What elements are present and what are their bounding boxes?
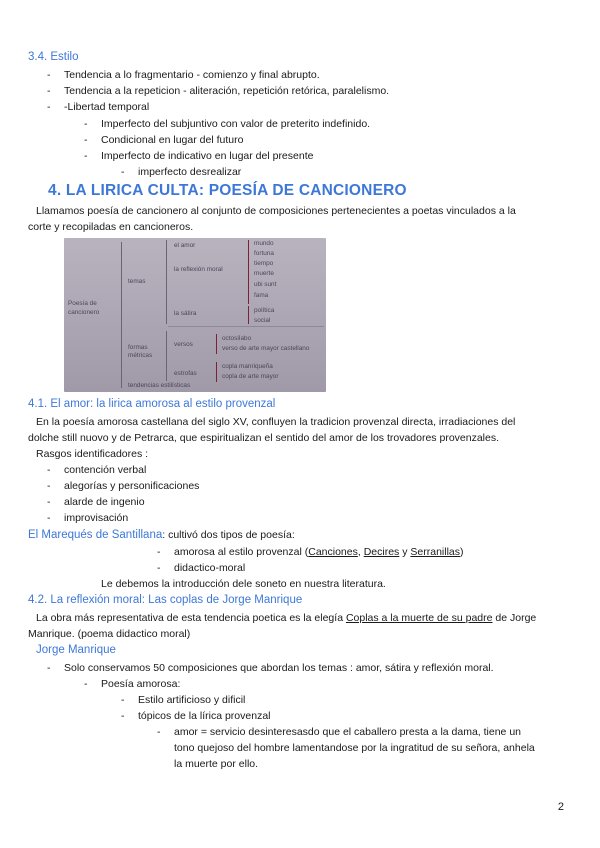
diagram-topic: política: [254, 307, 275, 314]
list-item: amor = servicio desinteresasdo que el caballero presta a la dama, tiene un: [174, 726, 521, 738]
list-dash: -: [47, 662, 51, 674]
list-dash: -: [47, 496, 51, 508]
list-item: Tendencia a lo fragmentario - comienzo y final abrupto.: [64, 69, 320, 81]
diagram-bracket-red: [248, 240, 249, 304]
list-dash: -: [84, 118, 88, 130]
rasgos-label: Rasgos identificadores :: [36, 448, 149, 460]
paragraph-line: Manrique. (poema didactico moral): [28, 628, 191, 640]
diagram-topic: ubi sunt: [254, 281, 277, 288]
diagram-topic: muerte: [254, 270, 274, 277]
diagram-stanza-type: copla manriqueña: [222, 363, 273, 370]
link-serranillas: Serranillas: [410, 546, 460, 558]
paragraph-line: [36, 612, 536, 625]
diagram-label-tendencias: tendencias estilísticas: [128, 382, 191, 389]
list-item: -Libertad temporal: [64, 101, 150, 113]
diagram-divider: [168, 326, 324, 327]
diagram-topic: tiempo: [254, 260, 274, 267]
diagram-bracket: [166, 331, 167, 381]
link-decires: Decires: [363, 546, 400, 558]
list-item: [174, 546, 464, 559]
list-item: imperfecto desrealizar: [138, 166, 242, 178]
diagram-topic: fama: [254, 292, 269, 299]
paragraph-line: corte y recopiladas en cancioneros.: [28, 221, 194, 233]
tipo1-sep: y: [399, 546, 411, 558]
diagram-label-satira: la sátira: [174, 310, 197, 317]
paragraph-line: Llamamos poesía de cancionero al conjunto de composiciones pertenecientes a poetas vinculados a la: [36, 205, 516, 217]
list-dash: -: [157, 546, 161, 558]
list-dash: -: [84, 150, 88, 162]
list-item: tópicos de la lírica provenzal: [138, 710, 271, 722]
list-dash: -: [121, 710, 125, 722]
list-dash: -: [47, 101, 51, 113]
list-item: alegorías y personificaciones: [64, 480, 200, 492]
list-dash: -: [157, 562, 161, 574]
diagram-label-versos: versos: [174, 341, 193, 348]
list-dash: -: [84, 134, 88, 146]
list-dash: -: [47, 69, 51, 81]
author-heading-manrique: Jorge Manrique: [36, 644, 116, 656]
soneto-line: Le debemos la introducción dele soneto en nuestra literatura.: [101, 578, 386, 590]
section-heading-estilo: 3.4. Estilo: [28, 51, 79, 63]
list-item: Estilo artificioso y dificil: [138, 694, 246, 706]
section-heading-lirica-culta: 4. LA LIRICA CULTA: POESÍA DE CANCIONERO: [48, 182, 407, 199]
list-dash: -: [47, 512, 51, 524]
list-dash: -: [121, 166, 125, 178]
diagram-stanza-type: copla de arte mayor: [222, 373, 279, 380]
list-item: didactico-moral: [174, 562, 246, 574]
list-dash: -: [47, 85, 51, 97]
diagram-root-label: cancionero: [68, 309, 100, 316]
cancionero-diagram-photo: [64, 238, 326, 392]
santillana-text: : cultivó dos tipos de poesía:: [162, 529, 295, 541]
page-number: 2: [557, 801, 564, 813]
diagram-label-amor: el amor: [174, 242, 196, 249]
diagram-label-formas: formas: [128, 344, 148, 351]
diagram-label-temas: temas: [128, 278, 146, 285]
list-item: improvisación: [64, 512, 129, 524]
list-dash: -: [157, 726, 161, 738]
paragraph-line: dolche still nuovo y de Petrarca, que espiritualizan el sentido del amor de los trovadores provenzales.: [28, 432, 500, 444]
tipo1-suffix: ): [460, 546, 464, 558]
list-dash: -: [47, 480, 51, 492]
diagram-root-label: Poesía de: [68, 300, 97, 307]
author-name-santillana: El Marequés de Santillana: [28, 529, 163, 541]
list-item: contención verbal: [64, 464, 147, 476]
diagram-topic: social: [254, 317, 271, 324]
list-dash: -: [121, 694, 125, 706]
link-canciones: Canciones: [308, 546, 358, 558]
diagram-label-estrofas: estrofas: [174, 370, 197, 377]
diagram-label-reflexion: la reflexión moral: [174, 266, 223, 273]
para-suffix: de Jorge: [492, 612, 537, 624]
diagram-label-formas: métricas: [128, 352, 153, 359]
diagram-verse-type: verso de arte mayor castellano: [222, 345, 310, 352]
list-item: alarde de ingenio: [64, 496, 145, 508]
list-item: Imperfecto de indicativo en lugar del presente: [101, 150, 314, 162]
diagram-topic: fortuna: [254, 250, 274, 257]
list-item: Poesía amorosa:: [101, 678, 181, 690]
diagram-bracket-red: [248, 306, 249, 324]
link-coplas: Coplas a la muerte de su padre: [345, 612, 493, 624]
list-dash: -: [84, 678, 88, 690]
santillana-line: [28, 529, 295, 542]
diagram-bracket: [121, 242, 122, 388]
list-item: Condicional en lugar del futuro: [101, 134, 244, 146]
diagram-topic: mundo: [254, 240, 274, 247]
diagram-bracket: [166, 240, 167, 324]
section-heading-reflexion: 4.2. La reflexión moral: Las coplas de Jorge Manrique: [28, 594, 303, 606]
paragraph-line: En la poesía amorosa castellana del siglo XV, confluyen la tradicion provenzal directa, irradiaciones del: [36, 416, 516, 428]
tipo1-prefix: amorosa al estilo provenzal (: [174, 546, 309, 558]
section-heading-amor: 4.1. El amor: la lirica amorosa al estilo provenzal: [28, 398, 276, 410]
diagram-bracket-red: [216, 362, 217, 382]
list-dash: -: [47, 464, 51, 476]
list-item-continuation: la muerte por ello.: [174, 758, 259, 770]
para-prefix: La obra más representativa de esta tendencia poetica es la elegía: [36, 612, 346, 624]
diagram-bracket-red: [216, 334, 217, 354]
tipo1-sep: ,: [357, 546, 364, 558]
list-item: Imperfecto del subjuntivo con valor de preterito indefinido.: [101, 118, 371, 130]
list-item: Solo conservamos 50 composiciones que abordan los temas : amor, sátira y reflexión moral.: [64, 662, 494, 674]
diagram-verse-type: octosílabo: [222, 335, 252, 342]
list-item-continuation: tono quejoso del hombre lamentandose por la ingratitud de su señora, anhela: [174, 742, 535, 754]
list-item: Tendencia a la repeticion - aliteración, repetición retórica, paralelismo.: [64, 85, 390, 97]
